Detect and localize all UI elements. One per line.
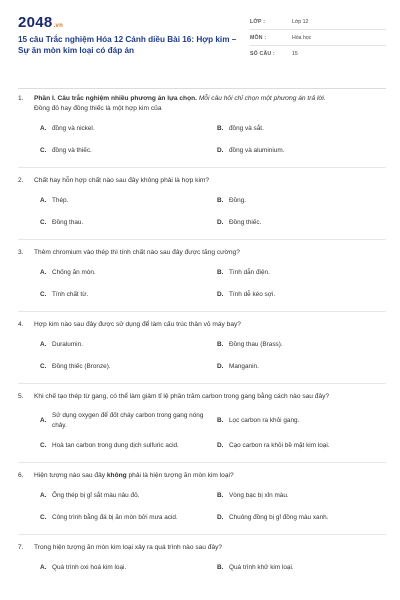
meta-label: MÔN : xyxy=(250,34,267,41)
question-header xyxy=(18,176,386,186)
answer-option[interactable] xyxy=(40,123,209,135)
answer-option[interactable] xyxy=(40,145,209,157)
option-text: Lọc carbon ra khỏi gang. xyxy=(229,416,300,424)
option-text: Chống ăn mòn. xyxy=(52,269,96,277)
option-grid xyxy=(18,411,386,462)
question-item xyxy=(18,176,386,240)
question-divider xyxy=(18,383,386,384)
option-label: D. xyxy=(217,442,224,450)
option-text: Sử dụng oxygen để đốt cháy carbon trong gang nóng chảy. xyxy=(52,412,204,429)
question-instruction: Mỗi câu hỏi chỉ chọn một phương án trả lời. xyxy=(196,95,326,102)
option-text: Thép. xyxy=(52,197,69,205)
option-grid xyxy=(18,195,386,239)
question-divider xyxy=(18,534,386,535)
option-text: Duralumin. xyxy=(52,341,83,349)
option-text: đồng và nickel. xyxy=(52,125,95,133)
question-item xyxy=(18,471,386,535)
answer-option[interactable] xyxy=(40,217,209,229)
question-divider xyxy=(18,167,386,168)
option-text: Cạo carbon ra khỏi bề mặt kim loại. xyxy=(229,442,330,450)
question-number: 6. xyxy=(18,472,24,479)
option-text: Đồng thiếc. xyxy=(229,219,262,227)
option-label: D. xyxy=(217,363,224,371)
question-header xyxy=(18,94,386,114)
question-emphasis: không xyxy=(106,472,127,479)
option-text: Đồng thau. xyxy=(52,219,84,227)
question-divider xyxy=(18,462,386,463)
option-text: đồng và thiếc. xyxy=(52,147,92,155)
meta-label: LỚP : xyxy=(250,18,266,25)
question-text xyxy=(34,471,234,481)
answer-option[interactable] xyxy=(217,339,386,351)
logo-suffix: .vn xyxy=(53,23,64,29)
option-label: C. xyxy=(40,219,47,227)
option-grid xyxy=(18,339,386,383)
option-grid xyxy=(18,123,386,167)
question-item xyxy=(18,248,386,312)
option-text: Tính dẫn điện. xyxy=(229,269,270,277)
meta-value: Lớp 12 xyxy=(292,18,309,25)
option-grid xyxy=(18,562,386,584)
meta-value: Hóa học xyxy=(292,34,312,41)
option-label: C. xyxy=(40,147,47,155)
option-label: B. xyxy=(217,341,224,349)
question-number: 1. xyxy=(18,95,24,102)
option-grid xyxy=(18,490,386,534)
option-label: B. xyxy=(217,197,224,205)
option-label: B. xyxy=(217,269,224,277)
option-label: A. xyxy=(40,416,47,424)
question-item xyxy=(18,320,386,384)
question-text xyxy=(34,94,326,114)
option-text: Tính chất từ. xyxy=(52,291,89,299)
option-label: D. xyxy=(217,514,224,522)
option-label: D. xyxy=(217,147,224,155)
option-text: Manganin. xyxy=(229,363,259,371)
answer-option[interactable] xyxy=(40,440,209,452)
logo-main: 2048 xyxy=(18,14,53,31)
question-header xyxy=(18,543,386,553)
meta-row-subject xyxy=(250,30,386,46)
question-text: Chất hay hỗn hợp chất nào sau đây không phải là hợp kim? xyxy=(34,177,210,184)
option-label: C. xyxy=(40,291,47,299)
answer-option[interactable] xyxy=(40,411,209,430)
question-text: Khi chế tạo thép từ gang, có thể làm giảm tỉ lệ phần trăm carbon trong gang bằng cách nào sau đây? xyxy=(34,393,330,400)
answer-option[interactable] xyxy=(217,440,386,452)
answer-option[interactable] xyxy=(217,490,386,502)
answer-option[interactable] xyxy=(217,289,386,301)
option-text: đồng và sắt. xyxy=(229,125,264,133)
document-title: 15 câu Trắc nghiệm Hóa 12 Cánh diều Bài 16: Hợp kim – Sự ăn mòn kim loại có đáp án xyxy=(18,35,237,55)
answer-option[interactable] xyxy=(217,123,386,135)
option-text: Quá trình oxi hoá kim loại. xyxy=(52,564,127,572)
answer-option[interactable] xyxy=(40,361,209,373)
question-number: 2. xyxy=(18,177,24,184)
question-number: 4. xyxy=(18,321,24,328)
option-label: D. xyxy=(217,219,224,227)
answer-option[interactable] xyxy=(40,512,209,524)
question-item xyxy=(18,392,386,463)
question-header xyxy=(18,392,386,402)
option-text: Công trình bằng đá bị ăn mòn bởi mưa acid. xyxy=(52,514,178,522)
question-number: 3. xyxy=(18,249,24,256)
answer-option[interactable] xyxy=(217,411,386,430)
option-text: Ống thép bị gỉ sắt màu nâu đỏ. xyxy=(52,492,140,500)
option-text: đồng và aluminium. xyxy=(229,147,285,155)
meta-row-class xyxy=(250,14,386,30)
option-label: A. xyxy=(40,125,47,133)
answer-option[interactable] xyxy=(40,339,209,351)
question-divider xyxy=(18,239,386,240)
option-label: C. xyxy=(40,442,47,450)
question-header xyxy=(18,320,386,330)
question-item xyxy=(18,543,386,584)
question-number: 5. xyxy=(18,393,24,400)
option-label: B. xyxy=(217,416,224,424)
question-text: Hợp kim nào sau đây được sử dụng để làm cấu trúc thân vỏ máy bay? xyxy=(34,321,241,328)
meta-table xyxy=(250,14,386,68)
option-label: C. xyxy=(40,363,47,371)
question-stem-post: phải là hiện tượng ăn mòn kim loại? xyxy=(126,472,234,479)
question-part-heading: Phần I. Câu trắc nghiệm nhiều phương án lựa chọn. xyxy=(34,95,197,102)
option-label: B. xyxy=(217,564,224,572)
option-text: Quá trình khử kim loại. xyxy=(229,564,294,572)
answer-option[interactable] xyxy=(40,267,209,279)
option-text: Đồng thiếc (Bronze). xyxy=(52,363,111,371)
option-text: Vòng bạc bị xỉn màu. xyxy=(229,492,289,500)
question-stem: Đồng đỏ hay đồng thiếc là một hợp kim của xyxy=(34,105,162,112)
option-grid xyxy=(18,267,386,311)
answer-option[interactable] xyxy=(217,195,386,207)
option-label: A. xyxy=(40,564,47,572)
option-text: Đồng. xyxy=(229,197,247,205)
question-text: Trong hiện tượng ăn mòn kim loại xảy ra quá trình nào sau đây? xyxy=(34,544,223,551)
question-stem-pre: Hiện tượng nào sau đây xyxy=(34,472,107,479)
question-text: Thêm chromium vào thép thì tính chất nào sau đây được tăng cường? xyxy=(34,249,240,256)
question-header xyxy=(18,471,386,481)
site-logo[interactable] xyxy=(18,14,243,32)
option-text: Chuông đồng bị gỉ đồng màu xanh. xyxy=(229,514,329,522)
question-item xyxy=(18,94,386,168)
option-text: Tính dễ kéo sợi. xyxy=(229,291,276,299)
option-label: A. xyxy=(40,492,47,500)
answer-option[interactable] xyxy=(217,512,386,524)
answer-option[interactable] xyxy=(40,195,209,207)
option-label: B. xyxy=(217,125,224,133)
answer-option[interactable] xyxy=(217,361,386,373)
answer-option[interactable] xyxy=(217,267,386,279)
answer-option[interactable] xyxy=(217,562,386,574)
answer-option[interactable] xyxy=(217,217,386,229)
answer-option[interactable] xyxy=(40,562,209,574)
option-label: D. xyxy=(217,291,224,299)
header-left xyxy=(18,14,243,68)
question-number: 7. xyxy=(18,544,24,551)
option-label: A. xyxy=(40,341,47,349)
meta-label: SỐ CÂU : xyxy=(250,51,275,57)
option-label: A. xyxy=(40,197,47,205)
question-list xyxy=(18,89,386,584)
option-label: A. xyxy=(40,269,47,277)
option-label: C. xyxy=(40,514,47,522)
answer-option[interactable] xyxy=(40,289,209,301)
meta-value: 15 xyxy=(292,51,298,57)
option-label: B. xyxy=(217,492,224,500)
meta-row-count xyxy=(250,46,386,62)
answer-option[interactable] xyxy=(40,490,209,502)
document-header xyxy=(18,14,386,68)
answer-option[interactable] xyxy=(217,145,386,157)
question-header xyxy=(18,248,386,258)
question-divider xyxy=(18,311,386,312)
option-text: Đồng thau (Brass). xyxy=(229,341,283,349)
option-text: Hoà tan carbon trong dung dịch sulfuric acid. xyxy=(52,442,179,450)
